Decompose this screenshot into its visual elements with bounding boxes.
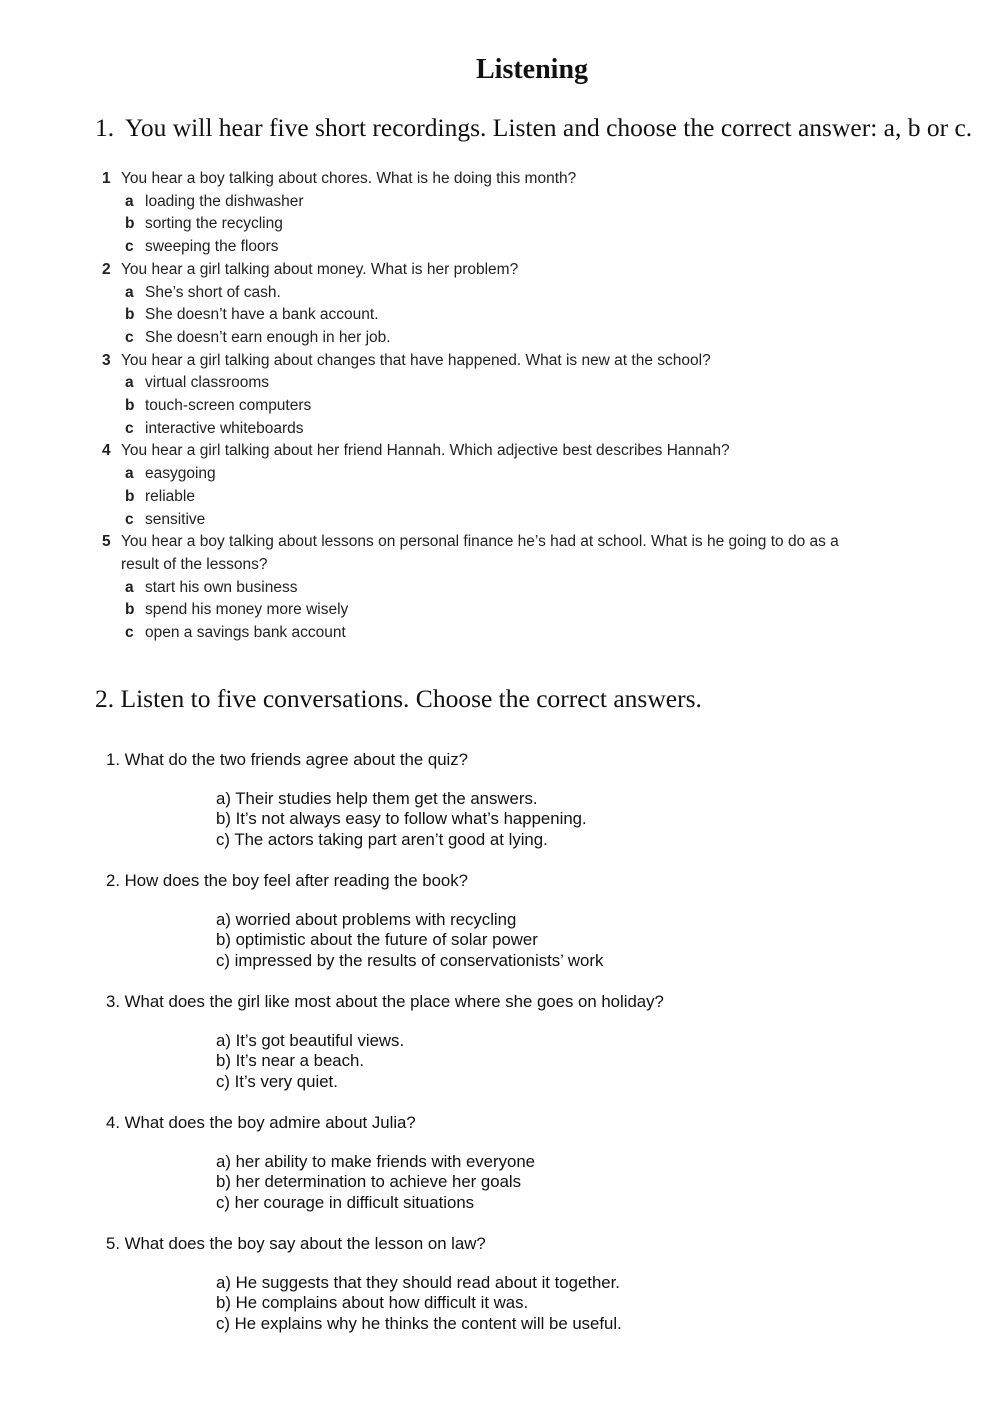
option-text: start his own business (145, 578, 298, 596)
option-text: interactive whiteboards (145, 419, 304, 437)
section1-number: 1. (95, 113, 115, 142)
answer-options (216, 1152, 966, 1213)
option-text: loading the dishwasher (145, 192, 304, 210)
question-line (106, 749, 966, 770)
option-text: sensitive (145, 510, 206, 528)
question-number: 5. (106, 1234, 120, 1253)
section2-question (106, 749, 966, 870)
option-text: open a savings bank account (145, 624, 346, 642)
section2-question-list (106, 749, 966, 1354)
option-letter: c (125, 419, 134, 437)
question-number: 2. (106, 871, 120, 890)
option-letter: a (125, 374, 134, 392)
answer-option (100, 213, 940, 236)
answer-option (100, 577, 940, 600)
answer-option (100, 236, 940, 259)
answer-option: a) He suggests that they should read about it together. (216, 1273, 620, 1292)
question-text: You hear a boy talking about lessons on personal finance he’s had at school. What is he going to do as a result of the lessons? (121, 533, 839, 573)
section1-instruction: You will hear five short recordings. Listen and choose the correct answer: a, b or c. (125, 113, 973, 142)
page-title: Listening (475, 54, 589, 85)
answer-options (216, 1031, 966, 1092)
question-text: What do the two friends agree about the quiz? (124, 750, 468, 769)
question-number: 5 (102, 533, 111, 551)
question-line (106, 870, 966, 891)
option-letter: b (125, 601, 135, 619)
option-letter: a (125, 283, 134, 301)
option-letter: b (125, 397, 135, 415)
question-number: 1. (106, 750, 120, 769)
answer-option: a) It’s got beautiful views. (216, 1031, 405, 1050)
question-number: 4. (106, 1113, 120, 1132)
question-number: 3. (106, 992, 120, 1011)
answer-option: c) He explains why he thinks the content will be useful. (216, 1313, 622, 1333)
answer-option (100, 486, 940, 509)
question-text: You hear a girl talking about changes that have happened. What is new at the school? (121, 351, 711, 369)
question-text: You hear a girl talking about her friend Hannah. Which adjective best describes Hannah? (121, 442, 730, 460)
answer-option: b) optimistic about the future of solar power (216, 930, 538, 950)
section2-question (106, 991, 966, 1112)
option-letter: a (125, 465, 134, 483)
question-line (106, 991, 966, 1012)
question-text: What does the girl like most about the place where she goes on holiday? (124, 992, 664, 1011)
option-text: virtual classrooms (145, 374, 270, 392)
option-text: spend his money more wisely (145, 601, 349, 619)
answer-option: c) It’s very quiet. (216, 1071, 338, 1091)
section1-question (100, 531, 861, 576)
option-letter: c (125, 510, 134, 528)
answer-option (100, 395, 940, 418)
answer-option: b) It’s not always easy to follow what’s happening. (216, 809, 587, 829)
question-text: You hear a girl talking about money. What is her problem? (121, 260, 519, 278)
section1-heading (95, 112, 972, 144)
option-letter: a (125, 192, 134, 210)
answer-option (100, 463, 940, 486)
option-letter: b (125, 306, 135, 324)
question-text: You hear a boy talking about chores. What is he doing this month? (121, 170, 577, 187)
section1-question-list (100, 168, 940, 645)
answer-option: b) her determination to achieve her goals (216, 1172, 522, 1192)
answer-option (100, 327, 940, 350)
answer-option (100, 191, 940, 214)
answer-options (216, 910, 966, 971)
answer-option (100, 599, 940, 622)
option-letter: a (125, 578, 134, 596)
answer-option (100, 509, 940, 532)
answer-option (100, 622, 940, 645)
section2-question (106, 1112, 966, 1233)
answer-option (100, 418, 940, 441)
option-text: reliable (145, 487, 195, 505)
question-number: 4 (102, 442, 111, 460)
option-letter: b (125, 215, 135, 233)
option-text: touch-screen computers (145, 397, 312, 415)
section1-question (100, 350, 940, 373)
question-text: What does the boy admire about Julia? (124, 1113, 416, 1132)
answer-options (216, 1273, 966, 1334)
answer-option: a) her ability to make friends with everyone (216, 1152, 535, 1171)
answer-option: a) worried about problems with recycling (216, 910, 517, 929)
answer-option: c) her courage in difficult situations (216, 1192, 475, 1212)
section2-question (106, 870, 966, 991)
option-letter: c (125, 328, 134, 346)
question-number: 1 (102, 170, 111, 187)
section1-question (100, 440, 940, 463)
option-text: sweeping the floors (145, 238, 279, 256)
section1-question (100, 259, 940, 282)
answer-option (100, 282, 940, 305)
question-line (106, 1233, 966, 1254)
answer-option: b) He complains about how difficult it was. (216, 1293, 529, 1313)
answer-option (100, 372, 940, 395)
answer-option: a) Their studies help them get the answers. (216, 789, 538, 808)
option-text: sorting the recycling (145, 215, 283, 233)
option-letter: c (125, 238, 134, 256)
option-text: She doesn’t have a bank account. (145, 306, 379, 324)
option-letter: c (125, 624, 134, 642)
section2-question (106, 1233, 966, 1354)
answer-option (100, 304, 940, 327)
answer-option: c) impressed by the results of conservationists’ work (216, 950, 604, 970)
question-line (106, 1112, 966, 1133)
section2-heading: 2. Listen to five conversations. Choose the correct answers. (95, 684, 702, 713)
answer-option: c) The actors taking part aren’t good at lying. (216, 829, 548, 849)
answer-options (216, 789, 966, 850)
question-text: What does the boy say about the lesson on law? (124, 1234, 486, 1253)
option-text: She doesn’t earn enough in her job. (145, 328, 391, 346)
question-number: 2 (102, 260, 111, 278)
question-number: 3 (102, 351, 111, 369)
option-text: She’s short of cash. (145, 283, 281, 301)
section1-question (100, 168, 940, 191)
option-letter: b (125, 487, 135, 505)
question-text: How does the boy feel after reading the book? (124, 871, 468, 890)
answer-option: b) It’s near a beach. (216, 1051, 365, 1071)
option-text: easygoing (145, 465, 216, 483)
